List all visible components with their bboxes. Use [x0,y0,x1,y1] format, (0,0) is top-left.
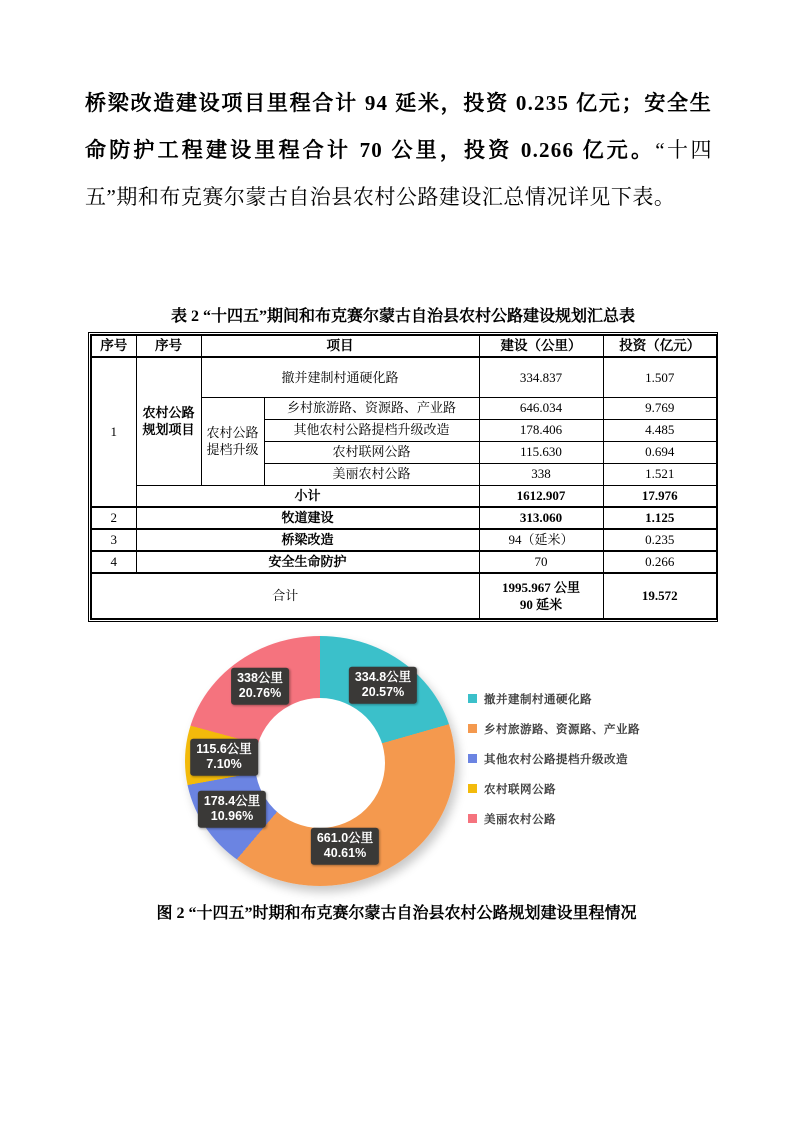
row-inv-cell: 1.507 [603,357,717,397]
row-km-cell: 115.630 [479,441,603,463]
legend-swatch [468,754,477,763]
row-index-cell: 2 [91,507,136,529]
donut-chart-figure [160,628,700,898]
row-name-cell: 桥梁改造 [136,529,479,551]
row-inv-cell: 9.769 [603,397,717,419]
slice-pct-value: 7.10% [206,757,242,771]
subtotal-km-cell: 1612.907 [479,485,603,507]
legend-label: 美丽农村公路 [484,813,556,826]
total-row [91,573,717,619]
legend-swatch [468,814,477,823]
row-inv-cell: 4.485 [603,419,717,441]
row-km-cell: 334.837 [479,357,603,397]
slice-km-value: 338公里 [237,670,283,685]
table-block [88,306,718,622]
donut-hole [255,698,385,828]
group1-index-cell: 1 [91,357,136,507]
body-paragraph [85,80,712,221]
slice-label-other-upgrade [198,791,266,828]
row-name-cell: 牧道建设 [136,507,479,529]
legend-swatch [468,694,477,703]
group1-category-cell: 农村公路规划项目 [136,357,201,485]
paragraph-bold-text: 桥梁改造建设项目里程合计 94 延米，投资 0.235 亿元；安全生命防护工程建设里程合计 70 公里，投资 0.266 亿元。 [85,91,712,162]
table-row [91,357,717,397]
row-index-cell: 4 [91,551,136,573]
header-index1: 序号 [91,335,136,357]
total-km-line2: 90 延米 [519,597,563,613]
header-construction: 建设（公里） [479,335,603,357]
slice-km-value: 115.6公里 [196,741,252,756]
subtotal-row [91,485,717,507]
slice-label-network-road [190,739,258,776]
summary-table [90,334,718,620]
row-km-cell: 94（延米） [479,529,603,551]
row-km-cell: 70 [479,551,603,573]
total-name-cell: 合计 [91,573,479,619]
slice-pct-value: 40.61% [323,846,367,860]
row-km-cell: 178.406 [479,419,603,441]
total-inv-cell: 19.572 [603,573,717,619]
row-name-cell: 农村联网公路 [264,441,479,463]
table-title: 表 2 “十四五”期间和布克赛尔蒙古自治县农村公路建设规划汇总表 [170,308,635,325]
slice-km-value: 178.4公里 [203,793,261,808]
row-index-cell: 3 [91,529,136,551]
row-name-cell: 美丽农村公路 [264,463,479,485]
legend-swatch [468,724,477,733]
row-inv-cell: 1.125 [603,507,717,529]
table-row [91,551,717,573]
slice-pct-value: 20.76% [238,686,282,700]
subtotal-inv-cell: 17.976 [603,485,717,507]
total-km-line1: 1995.967 公里 [501,579,580,595]
header-index2: 序号 [136,335,201,357]
legend-label: 乡村旅游路、资源路、产业路 [484,723,640,736]
row-inv-cell: 1.521 [603,463,717,485]
table-row [91,529,717,551]
legend-item [468,720,640,737]
table-outer-border [88,332,718,622]
legend-item [468,750,640,767]
slice-label-beautiful-road [231,668,289,705]
group1-upgrade-cell: 农村公路提档升级 [201,397,264,485]
slice-km-value: 661.0公里 [316,830,374,845]
row-km-cell: 646.034 [479,397,603,419]
header-project: 项目 [201,335,479,357]
row-inv-cell: 0.266 [603,551,717,573]
slice-label-hardened-road [349,667,417,704]
row-name-cell: 其他农村公路提档升级改造 [264,419,479,441]
legend-label: 撤并建制村通硬化路 [484,693,592,706]
slice-label-tourism-road [311,828,379,865]
row-name-cell: 撤并建制村通硬化路 [201,357,479,397]
figure-caption: 图 2 “十四五”时期和布克赛尔蒙古自治县农村公路规划建设里程情况 [156,905,637,922]
table-row [91,507,717,529]
chart-legend [468,690,640,827]
legend-label: 农村联网公路 [484,783,556,796]
legend-item [468,690,640,707]
paragraph-regular-text: “十四五”期和布克赛尔蒙古自治县农村公路建设汇总情况详见下表。 [85,138,713,209]
row-name-cell: 乡村旅游路、资源路、产业路 [264,397,479,419]
row-inv-cell: 0.694 [603,441,717,463]
legend-item [468,780,640,797]
total-km-cell [479,573,603,619]
row-km-cell: 338 [479,463,603,485]
row-name-cell: 安全生命防护 [136,551,479,573]
slice-pct-value: 20.57% [361,685,405,699]
row-km-cell: 313.060 [479,507,603,529]
row-inv-cell: 0.235 [603,529,717,551]
subtotal-name-cell: 小计 [136,485,479,507]
legend-label: 其他农村公路提档升级改造 [484,753,628,766]
slice-km-value: 334.8公里 [354,669,412,684]
legend-item [468,810,640,827]
header-investment: 投资（亿元） [603,335,717,357]
legend-swatch [468,784,477,793]
slice-pct-value: 10.96% [210,809,254,823]
table-header-row [91,335,717,357]
